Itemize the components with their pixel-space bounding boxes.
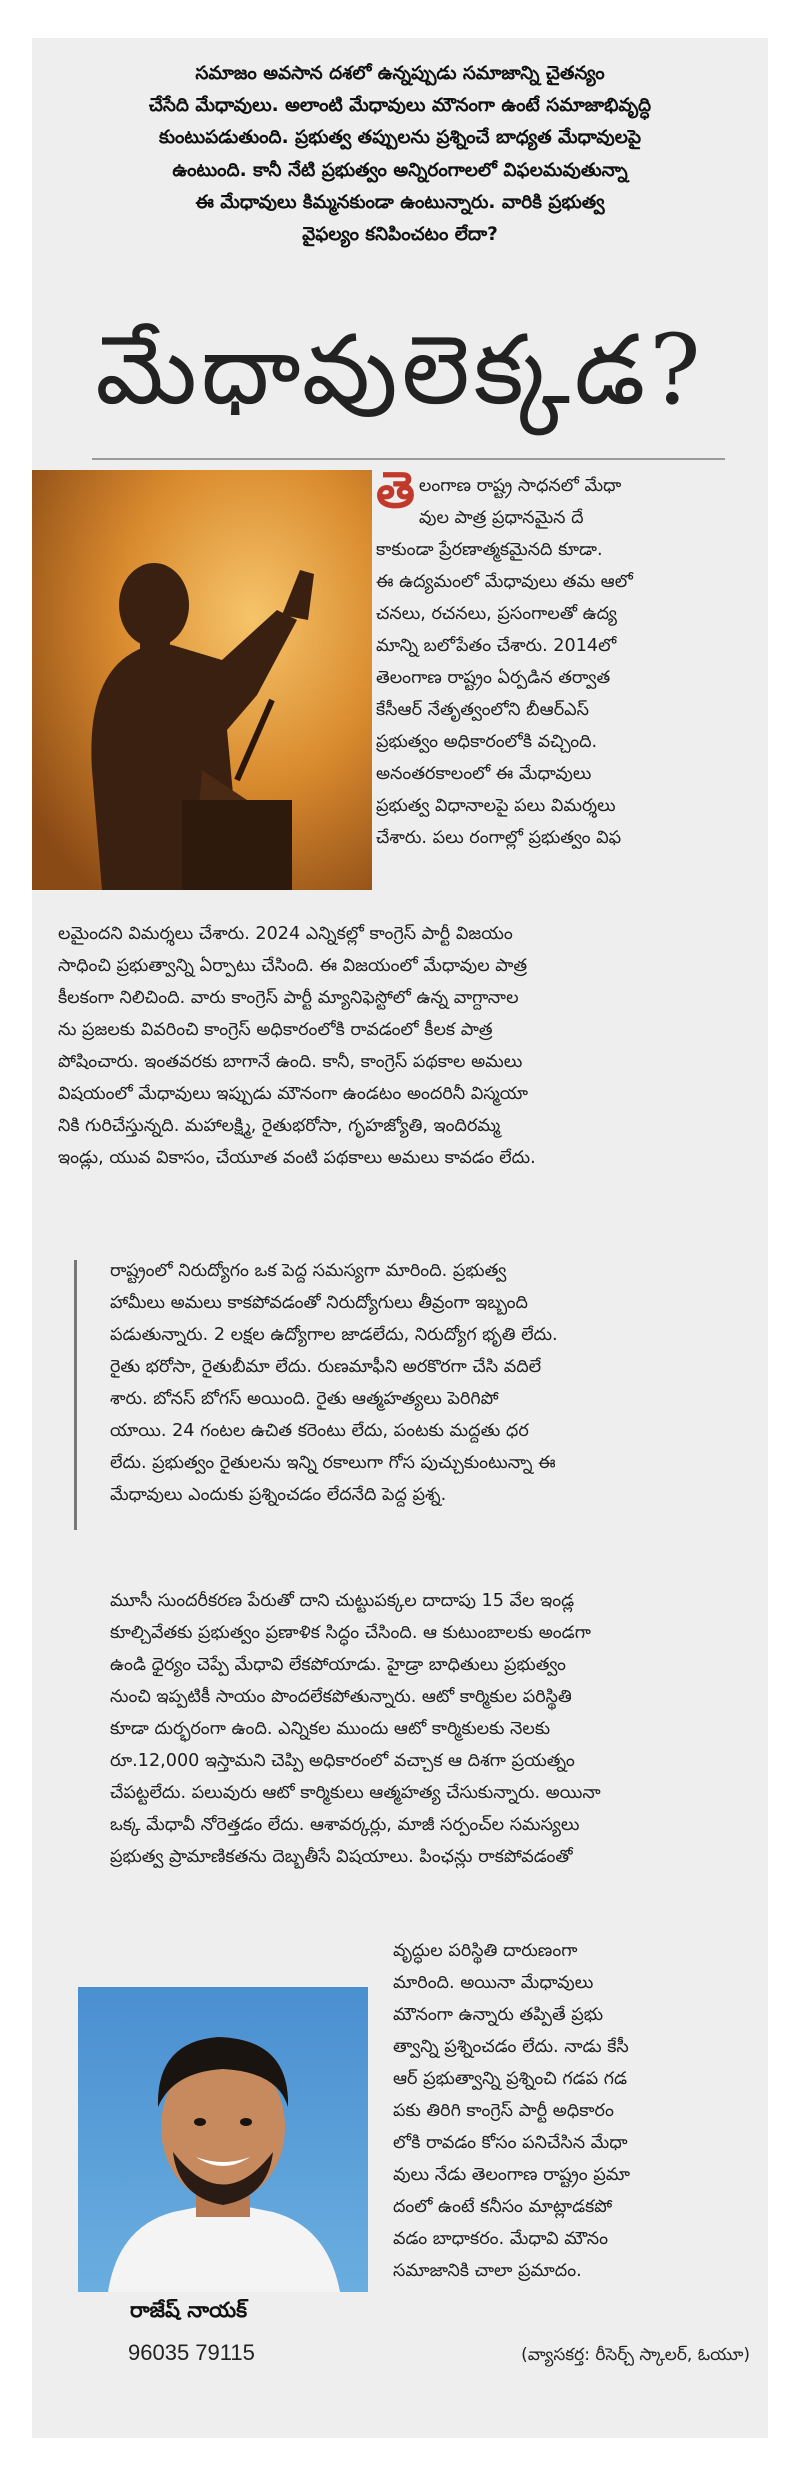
author-phone: 96035 79115: [128, 2340, 255, 2365]
intro-line: సమాజం అవసాన దశలో ఉన్నప్పుడు సమాజాన్ని చైతన్యం: [195, 63, 605, 84]
article-line: వులు నేడు తెలంగాణ రాష్ట్రం ప్రమా: [393, 2165, 631, 2185]
intro-line: వైఫల్యం కనిపించటం లేదా?: [302, 224, 498, 246]
article-line: నికి గురిచేస్తున్నది. మహాలక్ష్మి, రైతుభరోసా, గృహజ్యోతి, ఇందిరమ్మ: [58, 1116, 501, 1136]
article-full-width-1: [58, 918, 748, 1174]
article-line: సాధించి ప్రభుత్వాన్ని ఏర్పాటు చేసింది. ఈ విజయంలో మేధావుల పాత్ర: [58, 956, 528, 976]
dropcap: తె: [376, 460, 415, 519]
quote-line: లేదు. ప్రభుత్వం రైతులను ఇన్ని రకాలుగా గోస పుచ్చుకుంటున్నా ఈ: [110, 1453, 556, 1473]
intro-line: చేసేది మేధావులు. అలాంటి మేధావులు మౌనంగా ఉంటే సమాజాభివృద్ధి: [148, 95, 652, 117]
article-line: వుల పాత్ర ప్రధానమైన దే: [418, 508, 584, 528]
article-line: వడం బాధాకరం. మేధావి మౌనం: [393, 2229, 609, 2249]
article-line: ఉండి ధైర్యం చెప్పే మేధావి లేకపోయాడు. హైడ్రా బాధితులు ప్రభుత్వం: [110, 1655, 566, 1675]
article-column-1: [376, 460, 746, 854]
speaker-silhouette-image: [32, 470, 372, 890]
article-line: ప్రభుత్వ ప్రామాణికతను దెబ్బతీసే విషయాలు. పింఛన్లు రాకపోవడంతో: [110, 1847, 573, 1867]
intro-paragraph: [100, 58, 700, 251]
article-line: ఈ ఉద్యమంలో మేధావులు తమ ఆలో: [376, 572, 633, 592]
article-headline: మేధావులెక్కడ?: [95, 314, 705, 426]
article-line: నుంచి ఇప్పటికీ సాయం పొందలేకపోతున్నారు. ఆటో కార్మికుల పరిస్థితి: [110, 1687, 572, 1707]
quote-line: రైతు భరోసా, రైతుబీమా లేదు. రుణమాఫీని అరకొరగా చేసి వదిలే: [110, 1357, 542, 1377]
article-line: కూల్చివేతకు ప్రభుత్వం ప్రణాళిక సిద్ధం చేసింది. ఆ కుటుంబాలకు అండగా: [110, 1623, 591, 1643]
quote-line: పడుతున్నారు. 2 లక్షల ఉద్యోగాల జాడలేదు, నిరుద్యోగ భృతి లేదు.: [110, 1325, 558, 1345]
quote-line: యాయి. 24 గంటల ఉచిత కరెంటు లేదు, పంటకు మద్దతు ధర: [110, 1421, 529, 1441]
article-full-width-2: [110, 1585, 750, 1873]
article-line: కాకుండా ప్రేరణాత్మకమైనది కూడా.: [376, 540, 603, 560]
article-line: ఆర్ ప్రభుత్వాన్ని ప్రశ్నించి గడప గడ: [393, 2069, 628, 2089]
article-line: మౌనంగా ఉన్నారు తప్పితే ప్రభు: [393, 2005, 604, 2025]
article-line: తెలంగాణ రాష్ట్ర సాధనలో మేధా: [376, 460, 622, 519]
article-line: పకు తిరిగి కాంగ్రెస్ పార్టీ అధికారం: [393, 2101, 614, 2121]
article-line: ప్రభుత్వం అధికారంలోకి వచ్చింది.: [376, 732, 598, 752]
article-line: మాన్ని బలోపేతం చేశారు. 2014లో: [376, 636, 617, 656]
article-line: మూసీ సుందరీకరణ పేరుతో దాని చుట్టుపక్కల దాదాపు 15 వేల ఇండ్ల: [110, 1591, 575, 1611]
author-photo: [78, 1987, 368, 2292]
article-line: కూడా దుర్భరంగా ఉంది. ఎన్నికల ముందు ఆటో కార్మికులకు నెలకు: [110, 1719, 551, 1739]
article-line: లోకి రావడం కోసం పనిచేసిన మేధా: [393, 2133, 628, 2153]
article-line: విషయంలో మేధావులు ఇప్పుడు మౌనంగా ఉండటం అందరినీ విస్మయా: [58, 1084, 529, 1104]
article-line: పోషించారు. ఇంతవరకు బాగానే ఉంది. కానీ, కాంగ్రెస్ పథకాల అమలు: [58, 1052, 523, 1072]
quote-line: మేధావులు ఎందుకు ప్రశ్నించడం లేదనేది పెద్ద ప్రశ్న.: [110, 1485, 447, 1505]
quote-line: హామీలు అమలు కాకపోవడంతో నిరుద్యోగులు తీవ్రంగా ఇబ్బంది: [110, 1293, 528, 1313]
article-line: ఇండ్లు, యువ వికాసం, చేయూత వంటి పథకాలు అమలు కావడం లేదు.: [58, 1148, 536, 1168]
article-line: చేశారు. పలు రంగాల్లో ప్రభుత్వం విఫ: [376, 828, 622, 848]
pull-quote: [110, 1255, 750, 1511]
author-credit: (వ్యాసకర్త: రీసెర్చ్ స్కాలర్, ఓయూ): [521, 2345, 750, 2365]
article-line: చేపట్టలేదు. పలువురు ఆటో కార్మికులు ఆత్మహత్య చేసుకున్నారు. అయినా: [110, 1783, 601, 1803]
article-line: త్వాన్ని ప్రశ్నించడం లేదు. నాడు కేసీ: [393, 2037, 629, 2057]
article-line: దంలో ఉంటే కనీసం మాట్లాడకపో: [393, 2197, 613, 2217]
article-line: ఒక్క మేధావీ నోరెత్తడం లేదు. ఆశావర్కర్లు, మాజీ సర్పంచ్‌ల సమస్యలు: [110, 1815, 580, 1835]
article-line: తెలంగాణ రాష్ట్రం ఏర్పడిన తర్వాత: [376, 668, 611, 688]
article-line: కీలకంగా నిలిచింది. వారు కాంగ్రెస్ పార్టీ మ్యానిఫెస్టోలో ఉన్న వాగ్దానాల: [58, 988, 519, 1008]
article-line: మారింది. అయినా మేధావులు: [393, 1973, 594, 1993]
intro-line: కుంటుపడుతుంది. ప్రభుత్వ తప్పులను ప్రశ్నించే బాధ్యత మేధావులపై: [158, 127, 642, 149]
article-line: అనంతరకాలంలో ఈ మేధావులు: [376, 764, 592, 784]
article-line: లమైందని విమర్శలు చేశారు. 2024 ఎన్నికల్లో కాంగ్రెస్ పార్టీ విజయం: [58, 924, 513, 944]
quote-bar: [74, 1260, 77, 1530]
intro-line: ఈ మేధావులు కిమ్మనకుండా ఉంటున్నారు. వారికి ప్రభుత్వ: [195, 191, 605, 213]
article-line: చనలు, రచనలు, ప్రసంగాలతో ఉద్య: [376, 604, 617, 624]
article-line: వృద్ధుల పరిస్థితి దారుణంగా: [393, 1941, 578, 1961]
quote-line: శారు. బోనస్ బోగస్ అయింది. రైతు ఆత్మహత్యలు పెరిగిపో: [110, 1389, 499, 1409]
article-line: ప్రభుత్వ విధానాలపై పలు విమర్శలు: [376, 796, 616, 816]
article-column-2: [393, 1935, 748, 2287]
quote-line: రాష్ట్రంలో నిరుద్యోగం ఒక పెద్ద సమస్యగా మారింది. ప్రభుత్వ: [110, 1261, 507, 1281]
intro-line: ఉంటుంది. కానీ నేటి ప్రభుత్వం అన్నిరంగాలలో విఫలమవుతున్నా: [172, 159, 628, 181]
article-line: కేసీఆర్ నేతృత్వంలోని బీఆర్ఎస్: [376, 700, 590, 720]
author-name: రాజేష్ నాయక్: [130, 2298, 248, 2322]
article-line: ను ప్రజలకు వివరించి కాంగ్రెస్ అధికారంలోకి రావడంలో కీలక పాత్ర: [58, 1020, 493, 1040]
article-line: రూ.12,000 ఇస్తామని చెప్పి అధికారంలో వచ్చాక ఆ దిశగా ప్రయత్నం: [110, 1751, 575, 1771]
article-line: సమాజానికి చాలా ప్రమాదం.: [393, 2261, 582, 2281]
